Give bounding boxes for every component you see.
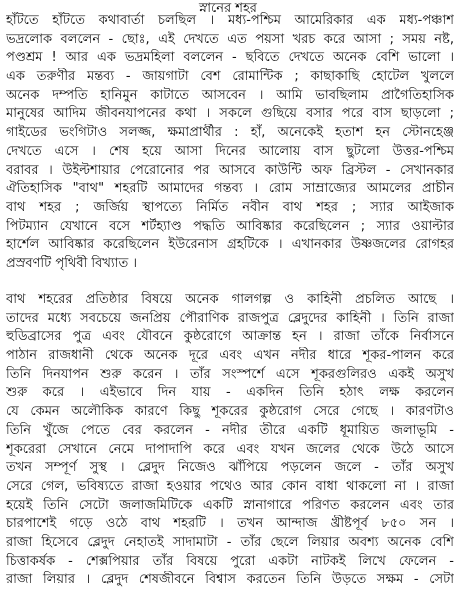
text-line: দেখতে এসে । শেষ হয়ে আসা দিনের আলোয় বাস ছুটলো উত্তর-পশ্চিম: [6, 143, 454, 159]
page-title: স্নানের শহর: [199, 1, 257, 16]
text-line: তাদের মধ্যে সবচেয়ে জনপ্রিয় পৌরাণিক রাজপুত্র ব্লেদুদের কাহিনী । তিনি রাজা: [6, 310, 454, 326]
text-line: শূকরেরা সেখানে নেমে দাপাদাপি করে এবং যখন জলের থেকে উঠে আসে: [6, 441, 454, 457]
text-line: হাঁটতে হাঁটতে কথাবার্তা চলছিল । মধ্য-পশ্চিম আমেরিকার এক মধ্য-পঞ্চাশ: [6, 13, 454, 28]
text-line: চারপাশেই গড়ে ওঠে বাথ শহরটি । তখন আন্দাজ খ্রীষ্টপূর্ব ৮৫০ সন ।: [6, 516, 454, 532]
text-line: পাঠান রাজধানী থেকে অনেক দূরে এবং এখন নদীর ধারে শূকর-পালন করে: [6, 348, 454, 364]
text-line: হয়েই তিনি সেটো জলাজমিটিকে একটি স্নানাগারে পরিণত করলেন এবং তার: [6, 497, 454, 513]
text-line: পণ্ডশ্রম ! আর এক ভদ্রমহিলা বললেন - ছবিতে দেখতে অনেক বেশি ভালো ।: [6, 50, 454, 66]
text-line: তিনি দিনযাপন শুরু করেন । তাঁর সংস্পর্শে এসে শূকরগুলিরও একই অসুখ: [6, 366, 454, 382]
text-line: মানুষের আদিম জীবনযাপনের কথা । সকলে গুছিয়ে বসার পরে বাস ছাড়লো ;: [6, 106, 454, 122]
paragraph-2: [6, 291, 454, 590]
text-line: শুরু করে । এইভাবে দিন যায় - একদিন তিনি হঠাৎ লক্ষ করলেন: [6, 385, 454, 401]
text-line: ঐতিহাসিক "বাথ" শহরটি আমাদের গন্তব্য । রোম সাম্রাজ্যের আমলের প্রাচীন: [6, 181, 454, 197]
text-line: তিনি খুঁজে পেতে বের করলেন - নদীর তীরে একটি ধূমায়িত জলাভূমি -: [6, 422, 454, 438]
text-line: বাথ শহরের প্রতিষ্ঠার বিষয়ে অনেক গালগল্প ও কাহিনী প্রচলিত আছে ।: [6, 292, 454, 307]
text-line: বরাবর । উইল্টশায়ার পেরোনোর পর আসবে কাউন্টি অফ ব্রিস্টল - সেখানকার: [6, 162, 454, 178]
text-line: তখন সম্পূর্ণ সুস্থ । ব্লেদুদ নিজেও ঝাঁপিয়ে পড়লেন জলে - তাঁর অসুখ: [6, 460, 454, 476]
text-line: পিটম্যান যেখানে বসে শর্টহ্যাণ্ড পদ্ধতি আবিষ্কার করেছিলেন ; স্যার ওয়াল্টার: [6, 218, 454, 234]
text-line: হার্শেল আবিষ্কার করেছিলেন ইউরেনাস গ্রহটিকে । এখানকার উষ্ণজলের রোগহর: [6, 237, 454, 253]
text-line: হুডিব্রাসের পুত্র এবং যৌবনে কুষ্ঠরোগে আক্রান্ত হন । রাজা তাঁকে নির্বাসনে: [6, 329, 454, 345]
text-line: বাথ শহর ; জর্জিয় স্থাপত্যে নির্মিত নবীন বাথ শহর ; স্যার আইজাক: [6, 199, 454, 215]
text-line: অনেক দম্পতি হানিমুন কাটাতে আসবেন । আমি ভাবছিলাম প্রাগৈতিহাসিক: [6, 87, 454, 103]
text-line: গাইডের ভংগিটাও সলজ্জ, ক্ষমাপ্রার্থীর : হাঁ, অনেকেই হতাশ হন স্টোনহেঞ্জ: [6, 125, 454, 141]
text-line: সেরে গেল, ভবিষ্যতে রাজা হওয়ার পথেও আর কোন বাধা থাকলো না । রাজা: [6, 478, 454, 494]
text-line: এক তরুণীর মন্তব্য - জায়গাটা বেশ রোমান্টিক ; কাছাকাছি হোটেল খুললে: [6, 69, 454, 85]
paragraph-1: [6, 12, 454, 274]
text-line: চিত্তাকর্ষক - শেক্সপিয়ার তাঁর বিষয়ে পুরো একটা নাটকই লিখে ফেলেন -: [6, 553, 454, 569]
text-line: রাজা হিসেবে ব্লেদুদ নেহাতই সাদামাটা - তাঁর ছেলে লিয়ার অবশ্য অনেক বেশি: [6, 534, 454, 550]
text-line: রাজা লিয়ার । ব্লেদুদ শেষজীবনে বিশ্বাস করতেন তিনি উড়তে সক্ষম - সেটা: [6, 572, 454, 588]
text-line: যে কেমন অলৌকিক কারণে কিছু শূকরের কুষ্ঠরোগ সেরে গেছে । কারণটাও: [6, 404, 454, 420]
text-line: ভদ্রলোক বললেন - ছোঃ, এই দেখতে এত পয়সা খরচ করে আসা ; সময় নষ্ট,: [6, 31, 454, 47]
text-line: প্রস্রবণটি পৃথিবী বিখ্যাত ।: [6, 255, 137, 271]
